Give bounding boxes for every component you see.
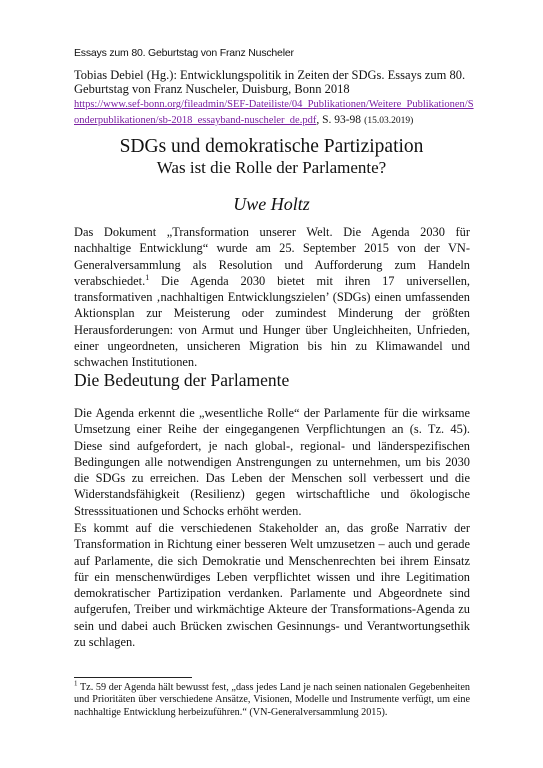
citation [74,68,474,128]
intro-text-2: Die Agenda 2030 bietet mit ihren 17 universellen, transformativen ‚nachhaltigen Entwicklungszielen’ (SDGs) einen umfassenden Aktionsplan zur Meisterung oder zumindest Minderung der größten Herausforderungen: von Armut und Hunger über Ungleichheiten, Unfrieden, einer ungeordneten, unsicheren Migration bis hin zu Klimawandel und schwachen Institutionen. [74,273,470,370]
intro-paragraph [74,224,470,371]
body-paragraph-2: Die Agenda erkennt die „wesentliche Rolle“ der Parlamente für die wirksame Umsetzung einer Reihe der eingegangenen Verpflichtungen an (s. Tz. 45). Diese sind aufgefordert, je nach global-, regional- und länderspezifischen Bedingungen alle notwendigen Anstrengungen zu unternehmen, um bis 2030 die SDGs zu erreichen. Das Leben der Menschen soll verbessert und die Widerstandsfähigkeit (Resilienz) gegen wirtschaftliche und ökologische Stresssituationen und Schocks erhöht werden. [74,406,470,518]
footnote-mark: 1 [74,679,78,688]
citation-date: (15.03.2019) [364,116,414,126]
section-heading: Die Bedeutung der Parlamente [74,370,290,390]
citation-pages: , S. 93-98 [316,114,362,126]
running-head: Essays zum 80. Geburtstag von Franz Nuscheler [74,47,294,59]
footnote-text: Tz. 59 der Agenda hält bewusst fest, „dass jedes Land je nach seinen nationalen Gegebenheiten und Prioritäten über verschiedene Ansätze, Visionen, Modelle und Instrumente verfügt, um eine nachhaltige Entwicklung herbeizuführen.“ (VN-Generalversammlung 2015). [74,682,470,718]
body-paragraph-3: Es kommt auf die verschiedenen Stakeholder an, das große Narrativ der Transformation in Richtung einer besseren Welt umzusetzen – auch und gerade auf Parlamente, die sich Demokratie und Menschenrechten bei ihrem Einsatz für ein menschenwürdiges Leben verpflichtet wissen und ihre Legitimation demokratischer Partizipation verdanken. Parlamente und Abgeordnete sind aufgerufen, Treiber und wirkmächtige Akteure der Transformations-Agenda zu sein und dabei auch Brücken zwischen Gesinnungs- und Verantwortungsethik zu schlagen. [74,521,470,650]
footnote-divider [74,677,192,678]
author-name: Uwe Holtz [233,194,310,214]
source-link[interactable]: https://www.sef-bonn.org/fileadmin/SEF-Dateiliste/04_Publikationen/Weitere_Publikationen/Sonderpublikationen/sb-2018_essayband-nuscheler_de.pdf [74,99,474,126]
page-subtitle: Was ist die Rolle der Parlamente? [156,158,387,177]
footnote [74,679,470,719]
citation-text: Tobias Debiel (Hg.): Entwicklungspolitik in Zeiten der SDGs. Essays zum 80. Geburtstag von Franz Nuscheler, Duisburg, Bonn 2018 [74,68,466,96]
intro-text-1: Das Dokument „Transformation unserer Welt. Die Agenda 2030 für nachhaltige Entwicklung“ wurde am 25. September 2015 von der VN-Generalversammlung als Resolution und Aufforderung zum Handeln verabschiedet. [74,225,470,288]
footnote-ref[interactable]: 1 [145,272,150,282]
page-title: SDGs und demokratische Partizipation [119,136,424,157]
